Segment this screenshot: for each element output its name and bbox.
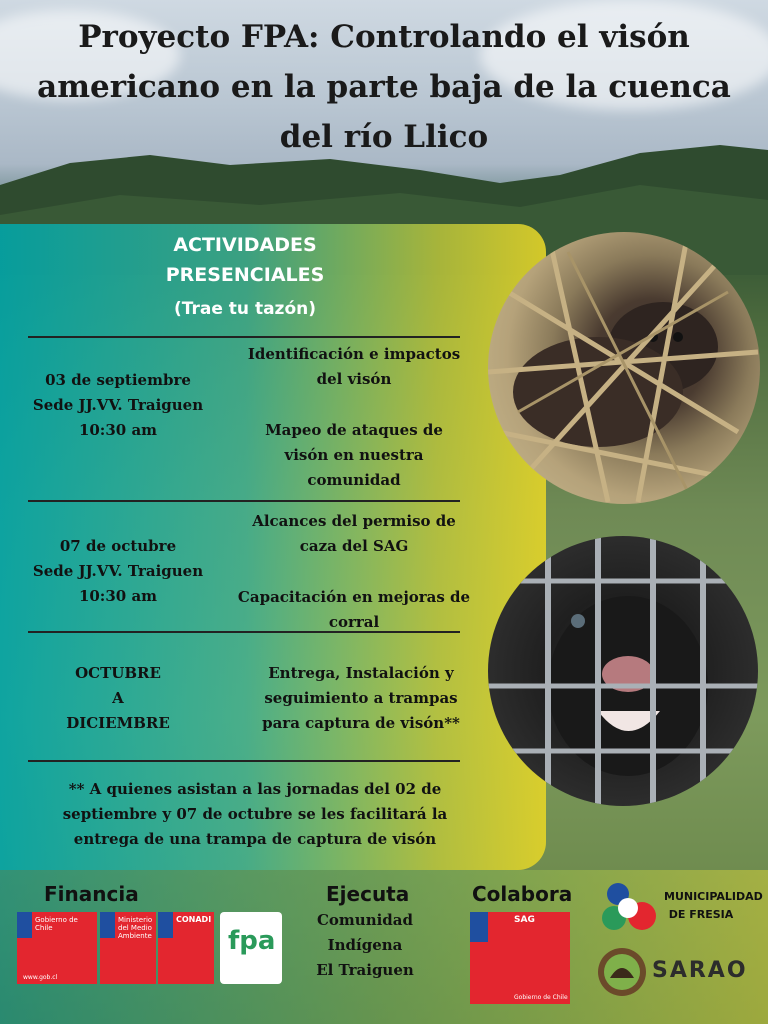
- session-date: 03 de septiembre: [45, 371, 191, 389]
- session-1-topic-1: Identificación e impactos del visón: [247, 345, 461, 388]
- flag-icon: [470, 912, 488, 942]
- flag-icon: [100, 912, 115, 938]
- session-place: Sede JJ.VV. Traiguen: [32, 562, 204, 580]
- divider: [28, 336, 460, 338]
- session-1-topic-2: Mapeo de ataques de visón en nuestra comunidad: [265, 421, 443, 489]
- session-date: OCTUBRE: [75, 664, 161, 682]
- divider: [28, 760, 460, 762]
- page-title: Proyecto FPA: Controlando el visón americano en la parte baja de la cuenca del río Llico: [37, 19, 731, 155]
- flag-icon: [17, 912, 32, 938]
- fundacion-sarao-logo: SARAO: [652, 958, 748, 983]
- session-1-when: [18, 368, 218, 443]
- ejecuta-line: Indígena: [327, 936, 403, 954]
- gobierno-de-chile-logo: Gobierno de Chile www.gob.cl: [17, 912, 97, 984]
- municipal-emblem-icon: [598, 878, 658, 938]
- panel-heading: ACTIVIDADES PRESENCIALES: [165, 234, 325, 286]
- ministerio-medio-ambiente-logo: Ministerio del Medio Ambiente: [100, 912, 156, 984]
- municipalidad-fresia-logo: MUNICIPALIDAD DE FRESIA: [664, 890, 763, 921]
- mink-in-branches-photo: [488, 232, 760, 504]
- ejecuta-text: [300, 908, 430, 983]
- footnote: ** A quienes asistan a las jornadas del 02 de septiembre y 07 de octubre se les facilitará la entrega de una trampa de captura de visón: [62, 780, 448, 848]
- divider: [28, 500, 460, 502]
- branches-graphic: [488, 232, 760, 504]
- session-2-topic-2: Capacitación en mejoras de corral: [237, 588, 471, 631]
- colabora-label: Colabora: [472, 882, 573, 906]
- flag-icon: [158, 912, 173, 938]
- trap-graphic: [488, 536, 758, 806]
- conadi-logo: CONADI: [158, 912, 214, 984]
- session-date: DICIEMBRE: [66, 714, 170, 732]
- ejecuta-label: Ejecuta: [326, 882, 410, 906]
- fpa-logo: fpa: [220, 912, 282, 984]
- session-3-topic: Entrega, Instalación y seguimiento a trampas para captura de visón**: [262, 664, 460, 732]
- financia-label: Financia: [44, 882, 139, 906]
- sarao-emblem-icon: [598, 948, 646, 996]
- session-time: 10:30 am: [78, 421, 158, 439]
- session-time: 10:30 am: [78, 587, 158, 605]
- session-place: Sede JJ.VV. Traiguen: [32, 396, 204, 414]
- session-date: A: [112, 689, 124, 707]
- sag-logo: SAG Gobierno de Chile: [470, 912, 570, 1004]
- session-2-when: [18, 534, 218, 609]
- session-2-topic-1: Alcances del permiso de caza del SAG: [252, 512, 456, 555]
- mink-in-trap-photo: [488, 536, 758, 806]
- ejecuta-line: El Traiguen: [316, 961, 414, 979]
- panel-subheading: (Trae tu tazón): [174, 299, 316, 319]
- session-3-when: [18, 661, 218, 736]
- panel-heading-block: [150, 230, 340, 324]
- session-date: 07 de octubre: [59, 537, 177, 555]
- ejecuta-line: Comunidad: [316, 911, 414, 929]
- divider: [28, 631, 460, 633]
